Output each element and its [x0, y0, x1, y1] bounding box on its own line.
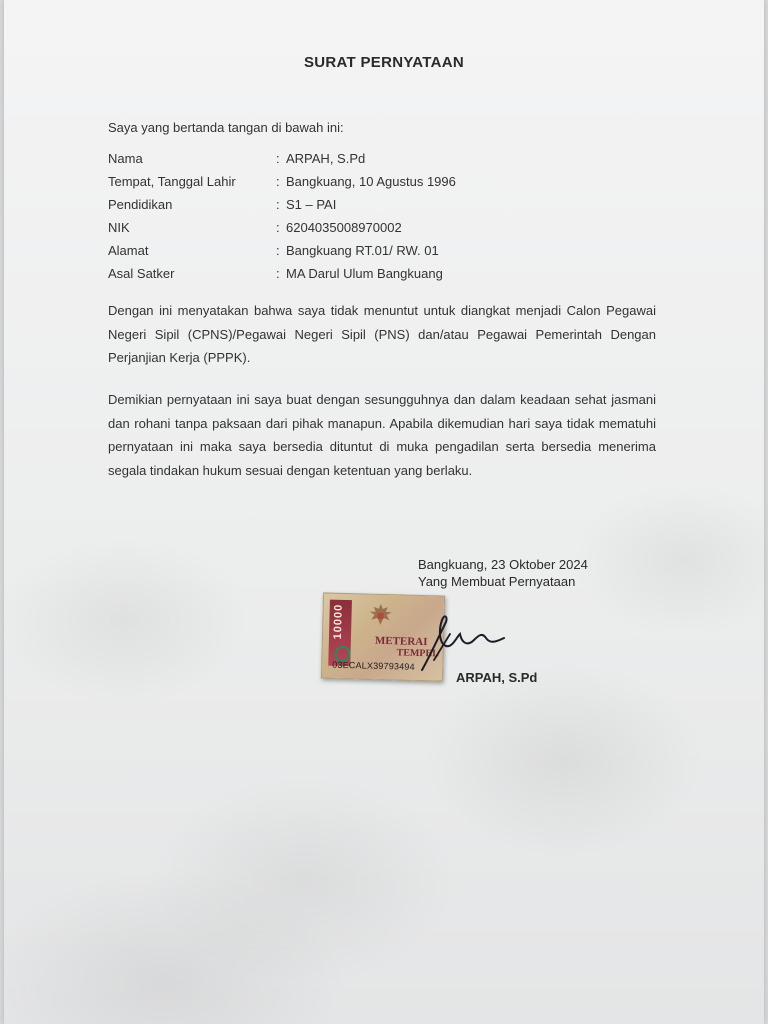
field-label: Asal Satker: [108, 266, 175, 281]
signature-block: [418, 556, 588, 590]
field-value: Bangkuang, 10 Agustus 1996: [286, 174, 456, 189]
field-row-asal-satker: [108, 262, 668, 285]
field-label: Tempat, Tanggal Lahir: [108, 174, 236, 189]
intro-text: Saya yang bertanda tangan di bawah ini:: [108, 120, 344, 135]
field-colon: :: [276, 243, 280, 258]
stamp-text-line2: TEMPEL: [396, 647, 439, 660]
field-value: Bangkuang RT.01/ RW. 01: [286, 243, 439, 258]
field-label: Pendidikan: [108, 197, 173, 212]
field-row-nama: [108, 147, 668, 170]
field-row-pendidikan: [108, 193, 668, 216]
field-label: Alamat: [108, 243, 149, 258]
field-colon: :: [276, 151, 280, 166]
field-label: NIK: [108, 220, 130, 235]
signer-role: Yang Membuat Pernyataan: [418, 574, 576, 589]
field-colon: :: [276, 220, 280, 235]
place-date: Bangkuang, 23 Oktober 2024: [418, 557, 588, 572]
document-paper: [4, 0, 764, 1024]
field-row-alamat: [108, 239, 668, 262]
field-row-ttl: [108, 170, 668, 193]
field-value: 6204035008970002: [286, 220, 402, 235]
field-label: Nama: [108, 151, 143, 166]
field-row-nik: [108, 216, 668, 239]
stamp-serial-code: 03ECALX39793494: [332, 659, 415, 672]
document-title: SURAT PERNYATAAN: [303, 54, 465, 71]
field-value: S1 – PAI: [286, 197, 337, 212]
statement-paragraph: Dengan ini menyatakan bahwa saya tidak menuntut untuk diangkat menjadi Calon Pegawai Negeri Sipil (CPNS)/Pegawai Negeri Sipil (PNS) dan/atau Pegawai Pemerintah Dengan Perjanjian Kerja (PPPK).: [108, 303, 656, 365]
field-colon: :: [276, 266, 280, 281]
closing-paragraph: Demikian pernyataan ini saya buat dengan sesungguhnya dan dalam keadaan sehat jasmani dan rohani tanpa paksaan dari pihak manapun. Apabila dikemudian hari saya tidak mematuhi pernyataan ini maka saya bersedia dituntut di muka pengadilan serta bersedia menerima segala tindakan hukum sesuai dengan ketentuan yang berlaku.: [108, 392, 656, 478]
field-colon: :: [276, 174, 280, 189]
handwritten-signature: [416, 604, 516, 674]
stamp-value: 10000: [331, 603, 345, 640]
identity-fields: [108, 147, 668, 285]
garuda-emblem-icon: [365, 601, 396, 632]
field-colon: :: [276, 197, 280, 212]
field-value: MA Darul Ulum Bangkuang: [286, 266, 443, 281]
stamp-text-line1: METERAI: [374, 634, 428, 649]
signer-name: ARPAH, S.Pd: [456, 670, 538, 685]
field-value: ARPAH, S.Pd: [286, 151, 366, 166]
